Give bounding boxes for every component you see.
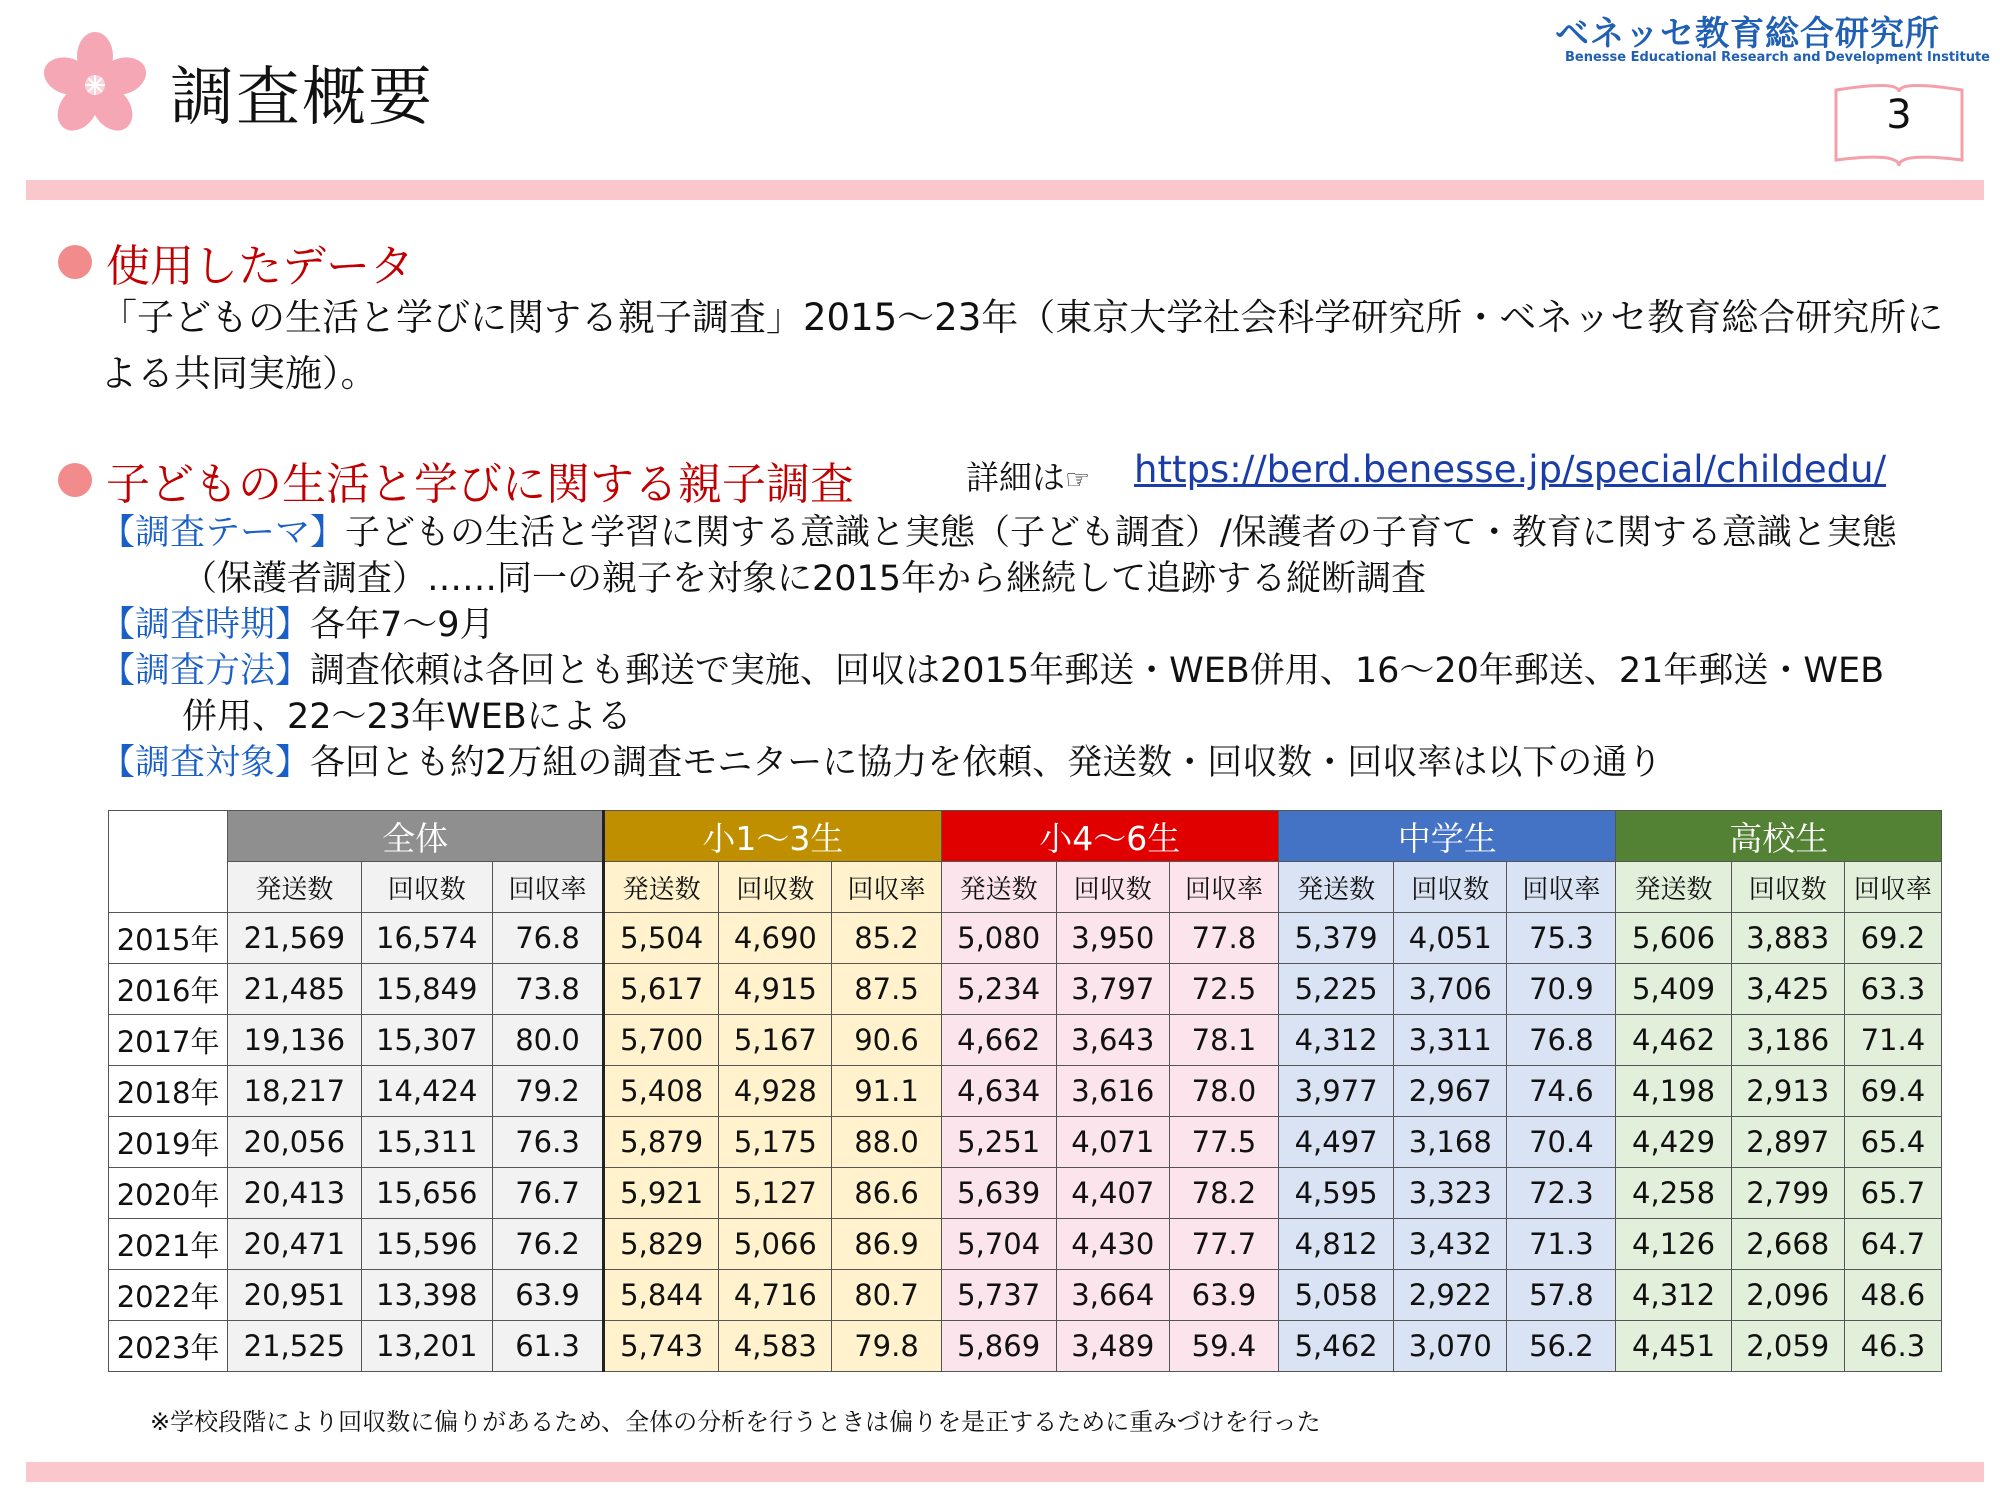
- table-cell: 4,258: [1616, 1168, 1731, 1219]
- table-cell: 87.5: [832, 964, 941, 1015]
- year-cell: 2019年: [109, 1117, 228, 1168]
- section-heading-data: [58, 230, 414, 294]
- subheader-cell: 発送数: [604, 862, 719, 913]
- table-cell: 63.3: [1844, 964, 1941, 1015]
- footer-divider: [26, 1462, 1984, 1482]
- table-cell: 3,883: [1731, 913, 1844, 964]
- table-row: [109, 1270, 1942, 1321]
- table-cell: 2,913: [1731, 1066, 1844, 1117]
- table-cell: 71.4: [1844, 1015, 1941, 1066]
- table-cell: 69.2: [1844, 913, 1941, 964]
- table-cell: 78.2: [1169, 1168, 1278, 1219]
- table-cell: 70.9: [1507, 964, 1616, 1015]
- table-cell: 63.9: [492, 1270, 603, 1321]
- table-cell: 3,311: [1394, 1015, 1507, 1066]
- table-cell: 90.6: [832, 1015, 941, 1066]
- group-header-elem-lower: 小1～3生: [604, 811, 941, 862]
- year-cell: 2020年: [109, 1168, 228, 1219]
- table-cell: 4,407: [1056, 1168, 1169, 1219]
- section-heading-survey: [58, 448, 854, 512]
- table-body: [109, 913, 1942, 1372]
- subheader-cell: 回収率: [1507, 862, 1616, 913]
- table-cell: 3,706: [1394, 964, 1507, 1015]
- table-cell: 5,066: [719, 1219, 832, 1270]
- table-cell: 5,175: [719, 1117, 832, 1168]
- table-cell: 2,096: [1731, 1270, 1844, 1321]
- year-cell: 2017年: [109, 1015, 228, 1066]
- table-cell: 79.2: [492, 1066, 603, 1117]
- corner-cell: [109, 811, 228, 913]
- subheader-cell: 発送数: [1279, 862, 1394, 913]
- table-cell: 56.2: [1507, 1321, 1616, 1372]
- table-cell: 57.8: [1507, 1270, 1616, 1321]
- pointing-hand-icon: ☞: [1065, 463, 1091, 496]
- table-cell: 85.2: [832, 913, 941, 964]
- group-header-junior-high: 中学生: [1279, 811, 1616, 862]
- table-cell: 2,799: [1731, 1168, 1844, 1219]
- header-divider: [26, 180, 1984, 200]
- group-header-elem-upper: 小4～6生: [941, 811, 1278, 862]
- table-cell: 4,595: [1279, 1168, 1394, 1219]
- table-cell: 46.3: [1844, 1321, 1941, 1372]
- brand-logo-en: Benesse Educational Research and Development Institute: [1564, 50, 1990, 65]
- table-cell: 5,167: [719, 1015, 832, 1066]
- table-cell: 5,225: [1279, 964, 1394, 1015]
- table-cell: 5,409: [1616, 964, 1731, 1015]
- table-cell: 4,583: [719, 1321, 832, 1372]
- table-cell: 5,743: [604, 1321, 719, 1372]
- table-cell: 2,922: [1394, 1270, 1507, 1321]
- table-cell: 4,812: [1279, 1219, 1394, 1270]
- table-cell: 78.1: [1169, 1015, 1278, 1066]
- table-cell: 3,664: [1056, 1270, 1169, 1321]
- table-cell: 4,430: [1056, 1219, 1169, 1270]
- bullet-dot-icon: [58, 463, 92, 497]
- table-cell: 15,849: [361, 964, 492, 1015]
- table-cell: 4,928: [719, 1066, 832, 1117]
- table-cell: 21,485: [228, 964, 361, 1015]
- group-header-row: [109, 811, 1942, 862]
- table-cell: 86.9: [832, 1219, 941, 1270]
- table-cell: 5,639: [941, 1168, 1056, 1219]
- table-cell: 20,471: [228, 1219, 361, 1270]
- table-cell: 77.8: [1169, 913, 1278, 964]
- table-cell: 59.4: [1169, 1321, 1278, 1372]
- year-cell: 2022年: [109, 1270, 228, 1321]
- table-row: [109, 1015, 1942, 1066]
- table-cell: 4,051: [1394, 913, 1507, 964]
- survey-items: [100, 510, 1980, 786]
- table-cell: 5,251: [941, 1117, 1056, 1168]
- table-cell: 76.8: [492, 913, 603, 964]
- table-cell: 75.3: [1507, 913, 1616, 964]
- table-cell: 64.7: [1844, 1219, 1941, 1270]
- table-cell: 5,058: [1279, 1270, 1394, 1321]
- table-cell: 76.7: [492, 1168, 603, 1219]
- subheader-cell: 回収数: [361, 862, 492, 913]
- table-cell: 16,574: [361, 913, 492, 964]
- table-cell: 15,311: [361, 1117, 492, 1168]
- section-heading-text: 使用したデータ: [106, 241, 414, 292]
- table-cell: 14,424: [361, 1066, 492, 1117]
- table-cell: 48.6: [1844, 1270, 1941, 1321]
- survey-link[interactable]: https://berd.benesse.jp/special/childedu/: [1134, 448, 1887, 491]
- table-cell: 3,643: [1056, 1015, 1169, 1066]
- subheader-cell: 回収数: [1056, 862, 1169, 913]
- table-cell: 3,070: [1394, 1321, 1507, 1372]
- item-period: 【調査時期】各年7～9月: [100, 605, 495, 645]
- group-header-high-school: 高校生: [1616, 811, 1942, 862]
- table-cell: 2,967: [1394, 1066, 1507, 1117]
- footnote: ※学校段階により回収数に偏りがあるため、全体の分析を行うときは偏りを是正するために重みづけを行った: [150, 1408, 1321, 1436]
- table-cell: 4,716: [719, 1270, 832, 1321]
- table-cell: 5,606: [1616, 913, 1731, 964]
- table-cell: 86.6: [832, 1168, 941, 1219]
- cherry-blossom-icon: [40, 30, 150, 140]
- table-cell: 70.4: [1507, 1117, 1616, 1168]
- table-row: [109, 913, 1942, 964]
- table-cell: 76.3: [492, 1117, 603, 1168]
- table-cell: 4,915: [719, 964, 832, 1015]
- table-cell: 15,307: [361, 1015, 492, 1066]
- table-row: [109, 1219, 1942, 1270]
- table-cell: 4,126: [1616, 1219, 1731, 1270]
- table-cell: 15,656: [361, 1168, 492, 1219]
- section-heading-text: 子どもの生活と学びに関する親子調査: [106, 459, 854, 510]
- table-cell: 74.6: [1507, 1066, 1616, 1117]
- table-cell: 88.0: [832, 1117, 941, 1168]
- table-cell: 5,504: [604, 913, 719, 964]
- table-cell: 19,136: [228, 1015, 361, 1066]
- table-cell: 5,879: [604, 1117, 719, 1168]
- subheader-cell: 回収数: [719, 862, 832, 913]
- table-cell: 71.3: [1507, 1219, 1616, 1270]
- table-cell: 4,662: [941, 1015, 1056, 1066]
- table-cell: 80.7: [832, 1270, 941, 1321]
- table-cell: 80.0: [492, 1015, 603, 1066]
- group-header-all: 全体: [228, 811, 604, 862]
- table-cell: 4,312: [1616, 1270, 1731, 1321]
- page-number: 3: [1886, 92, 1912, 138]
- table-cell: 5,869: [941, 1321, 1056, 1372]
- table-cell: 5,829: [604, 1219, 719, 1270]
- table-cell: 4,497: [1279, 1117, 1394, 1168]
- table-cell: 20,056: [228, 1117, 361, 1168]
- subheader-cell: 発送数: [941, 862, 1056, 913]
- table-cell: 3,425: [1731, 964, 1844, 1015]
- subheader-cell: 発送数: [228, 862, 361, 913]
- table-cell: 72.3: [1507, 1168, 1616, 1219]
- table-row: [109, 964, 1942, 1015]
- table-cell: 78.0: [1169, 1066, 1278, 1117]
- table-row: [109, 1321, 1942, 1372]
- table-cell: 4,690: [719, 913, 832, 964]
- subheader-cell: 発送数: [1616, 862, 1731, 913]
- table-cell: 5,408: [604, 1066, 719, 1117]
- subheader-cell: 回収数: [1731, 862, 1844, 913]
- table-cell: 21,525: [228, 1321, 361, 1372]
- table-cell: 21,569: [228, 913, 361, 964]
- table-cell: 3,977: [1279, 1066, 1394, 1117]
- subheader-cell: 回収率: [1169, 862, 1278, 913]
- table-cell: 4,071: [1056, 1117, 1169, 1168]
- table-cell: 3,797: [1056, 964, 1169, 1015]
- subheader-row: [109, 862, 1942, 913]
- data-description: 「子どもの生活と学びに関する親子調査」2015～23年（東京大学社会科学研究所・ベネッセ教育総合研究所による共同実施）。: [100, 296, 1944, 395]
- table-cell: 5,704: [941, 1219, 1056, 1270]
- table-cell: 3,186: [1731, 1015, 1844, 1066]
- table-cell: 5,080: [941, 913, 1056, 964]
- table-cell: 3,323: [1394, 1168, 1507, 1219]
- table-cell: 61.3: [492, 1321, 603, 1372]
- table-cell: 3,950: [1056, 913, 1169, 964]
- year-cell: 2016年: [109, 964, 228, 1015]
- table-cell: 4,198: [1616, 1066, 1731, 1117]
- table-cell: 5,379: [1279, 913, 1394, 964]
- table-cell: 3,432: [1394, 1219, 1507, 1270]
- table-cell: 13,398: [361, 1270, 492, 1321]
- subheader-cell: 回収率: [832, 862, 941, 913]
- bullet-dot-icon: [58, 245, 92, 279]
- table-cell: 3,616: [1056, 1066, 1169, 1117]
- table-cell: 65.7: [1844, 1168, 1941, 1219]
- table-cell: 77.5: [1169, 1117, 1278, 1168]
- table-cell: 76.8: [1507, 1015, 1616, 1066]
- year-cell: 2015年: [109, 913, 228, 964]
- table-cell: 5,737: [941, 1270, 1056, 1321]
- table-cell: 4,634: [941, 1066, 1056, 1117]
- item-method: 【調査方法】調査依頼は各回とも郵送で実施、回収は2015年郵送・WEB併用、16～20年郵送、21年郵送・WEB 併用、22～23年WEBによる: [100, 651, 1885, 737]
- table-cell: 4,451: [1616, 1321, 1731, 1372]
- table-cell: 5,234: [941, 964, 1056, 1015]
- subheader-cell: 回収数: [1394, 862, 1507, 913]
- item-theme: 【調査テーマ】子どもの生活と学習に関する意識と実態（子ども調査）/保護者の子育て・教育に関する意識と実態 （保護者調査）……同一の親子を対象に2015年から継続して追跡する縦断調査: [100, 513, 1897, 599]
- table-cell: 3,489: [1056, 1321, 1169, 1372]
- survey-table: [108, 810, 1942, 1372]
- subheader-cell: 回収率: [492, 862, 603, 913]
- year-cell: 2021年: [109, 1219, 228, 1270]
- table-cell: 13,201: [361, 1321, 492, 1372]
- table-cell: 2,897: [1731, 1117, 1844, 1168]
- table-cell: 20,413: [228, 1168, 361, 1219]
- table-row: [109, 1066, 1942, 1117]
- brand-logo-jp: ベネッセ教育総合研究所: [1555, 14, 1940, 54]
- table-cell: 79.8: [832, 1321, 941, 1372]
- table-cell: 4,312: [1279, 1015, 1394, 1066]
- table-cell: 72.5: [1169, 964, 1278, 1015]
- page-title: 調査概要: [170, 61, 434, 135]
- table-cell: 15,596: [361, 1219, 492, 1270]
- item-target: 【調査対象】各回とも約2万組の調査モニターに協力を依頼、発送数・回収数・回収率は以下の通り: [100, 743, 1663, 783]
- table-cell: 4,429: [1616, 1117, 1731, 1168]
- table-cell: 76.2: [492, 1219, 603, 1270]
- table-cell: 2,059: [1731, 1321, 1844, 1372]
- subheader-cell: 回収率: [1844, 862, 1941, 913]
- table-cell: 2,668: [1731, 1219, 1844, 1270]
- table-cell: 4,462: [1616, 1015, 1731, 1066]
- table-cell: 77.7: [1169, 1219, 1278, 1270]
- table-cell: 5,462: [1279, 1321, 1394, 1372]
- table-cell: 91.1: [832, 1066, 941, 1117]
- table-cell: 63.9: [1169, 1270, 1278, 1321]
- year-cell: 2023年: [109, 1321, 228, 1372]
- year-cell: 2018年: [109, 1066, 228, 1117]
- table-cell: 5,700: [604, 1015, 719, 1066]
- table-cell: 5,127: [719, 1168, 832, 1219]
- table-cell: 5,844: [604, 1270, 719, 1321]
- table-cell: 5,921: [604, 1168, 719, 1219]
- table-cell: 73.8: [492, 964, 603, 1015]
- table-cell: 65.4: [1844, 1117, 1941, 1168]
- table-cell: 18,217: [228, 1066, 361, 1117]
- table-row: [109, 1168, 1942, 1219]
- table-cell: 3,168: [1394, 1117, 1507, 1168]
- table-cell: 69.4: [1844, 1066, 1941, 1117]
- table-cell: 5,617: [604, 964, 719, 1015]
- table-cell: 20,951: [228, 1270, 361, 1321]
- detail-label: 詳細は☞: [966, 458, 1091, 497]
- table-row: [109, 1117, 1942, 1168]
